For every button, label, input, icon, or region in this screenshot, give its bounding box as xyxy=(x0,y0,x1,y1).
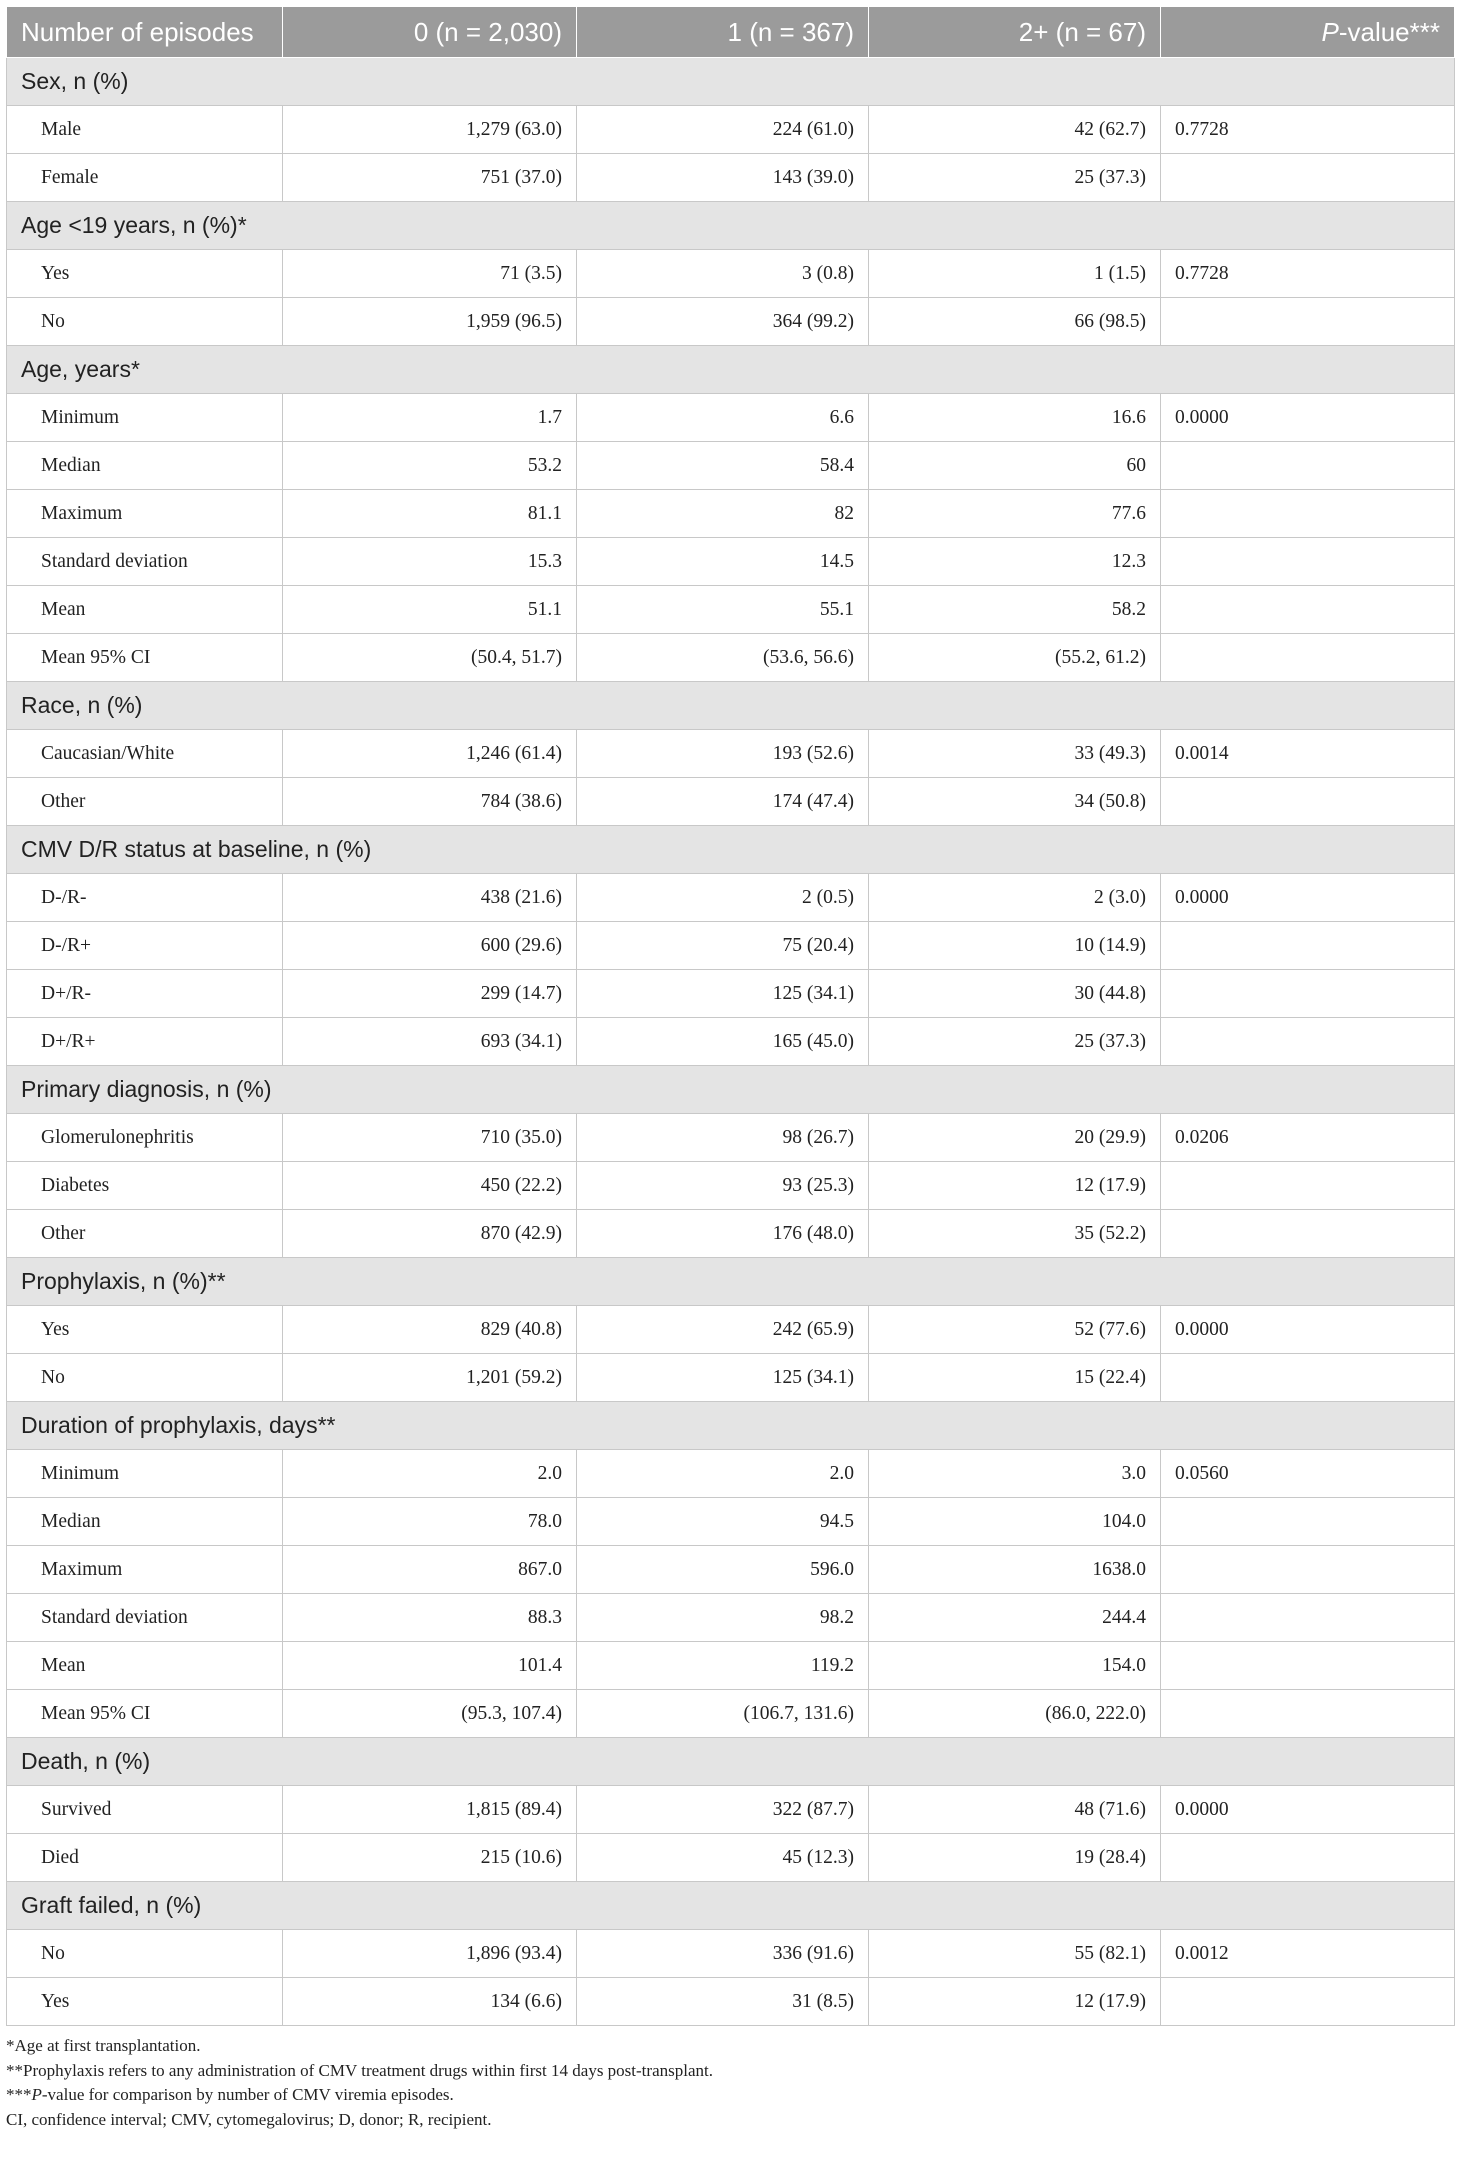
table-row xyxy=(7,1354,1455,1402)
value-one: 193 (52.6) xyxy=(577,730,869,778)
section-title: Duration of prophylaxis, days** xyxy=(7,1402,1455,1450)
row-label: Other xyxy=(7,778,283,826)
value-zero: 1,279 (63.0) xyxy=(283,106,577,154)
value-two-plus: 34 (50.8) xyxy=(869,778,1161,826)
row-label: Maximum xyxy=(7,1546,283,1594)
value-zero: 78.0 xyxy=(283,1498,577,1546)
table-row xyxy=(7,730,1455,778)
row-label: No xyxy=(7,1354,283,1402)
p-value xyxy=(1161,442,1455,490)
value-one: 336 (91.6) xyxy=(577,1930,869,1978)
p-value xyxy=(1161,1546,1455,1594)
value-zero: 1,959 (96.5) xyxy=(283,298,577,346)
section-title: Primary diagnosis, n (%) xyxy=(7,1066,1455,1114)
value-two-plus: 104.0 xyxy=(869,1498,1161,1546)
row-label: Median xyxy=(7,442,283,490)
header-row xyxy=(7,7,1455,58)
table-row xyxy=(7,1018,1455,1066)
p-value xyxy=(1161,1498,1455,1546)
value-zero: 1.7 xyxy=(283,394,577,442)
section-header-row xyxy=(7,682,1455,730)
row-label: Female xyxy=(7,154,283,202)
value-zero: 53.2 xyxy=(283,442,577,490)
row-label: Other xyxy=(7,1210,283,1258)
p-value xyxy=(1161,1978,1455,2026)
row-label: Mean xyxy=(7,1642,283,1690)
value-one: (53.6, 56.6) xyxy=(577,634,869,682)
p-value xyxy=(1161,1642,1455,1690)
row-label: Standard deviation xyxy=(7,538,283,586)
row-label: Standard deviation xyxy=(7,1594,283,1642)
table-row xyxy=(7,1834,1455,1882)
value-zero: 450 (22.2) xyxy=(283,1162,577,1210)
p-value xyxy=(1161,538,1455,586)
cmv-episodes-table xyxy=(6,6,1455,2026)
value-zero: 1,896 (93.4) xyxy=(283,1930,577,1978)
value-one: 58.4 xyxy=(577,442,869,490)
header-two-plus: 2+ (n = 67) xyxy=(869,7,1161,58)
value-one: 98 (26.7) xyxy=(577,1114,869,1162)
value-two-plus: 16.6 xyxy=(869,394,1161,442)
table-row xyxy=(7,1594,1455,1642)
value-two-plus: 12 (17.9) xyxy=(869,1978,1161,2026)
value-one: 75 (20.4) xyxy=(577,922,869,970)
table-row xyxy=(7,298,1455,346)
value-two-plus: 55 (82.1) xyxy=(869,1930,1161,1978)
value-two-plus: 25 (37.3) xyxy=(869,154,1161,202)
section-title: Death, n (%) xyxy=(7,1738,1455,1786)
value-one: 82 xyxy=(577,490,869,538)
value-one: 174 (47.4) xyxy=(577,778,869,826)
section-title: Graft failed, n (%) xyxy=(7,1882,1455,1930)
value-zero: (95.3, 107.4) xyxy=(283,1690,577,1738)
value-one: 93 (25.3) xyxy=(577,1162,869,1210)
value-two-plus: 42 (62.7) xyxy=(869,106,1161,154)
row-label: Male xyxy=(7,106,283,154)
p-value xyxy=(1161,490,1455,538)
value-one: (106.7, 131.6) xyxy=(577,1690,869,1738)
value-zero: 1,246 (61.4) xyxy=(283,730,577,778)
table-row xyxy=(7,1978,1455,2026)
footnote: CI, confidence interval; CMV, cytomegalovirus; D, donor; R, recipient. xyxy=(6,2109,492,2129)
row-label: Yes xyxy=(7,1978,283,2026)
table-row xyxy=(7,1306,1455,1354)
p-value xyxy=(1161,586,1455,634)
value-two-plus: 12 (17.9) xyxy=(869,1162,1161,1210)
value-two-plus: 154.0 xyxy=(869,1642,1161,1690)
p-value xyxy=(1161,154,1455,202)
p-value xyxy=(1161,1354,1455,1402)
value-one: 125 (34.1) xyxy=(577,1354,869,1402)
table-row xyxy=(7,1498,1455,1546)
row-label: Maximum xyxy=(7,490,283,538)
section-title: Race, n (%) xyxy=(7,682,1455,730)
row-label: Died xyxy=(7,1834,283,1882)
value-zero: 829 (40.8) xyxy=(283,1306,577,1354)
table-row xyxy=(7,970,1455,1018)
p-value xyxy=(1161,1018,1455,1066)
value-one: 364 (99.2) xyxy=(577,298,869,346)
section-header-row xyxy=(7,58,1455,106)
value-one: 143 (39.0) xyxy=(577,154,869,202)
row-label: No xyxy=(7,298,283,346)
value-two-plus: 66 (98.5) xyxy=(869,298,1161,346)
value-two-plus: 25 (37.3) xyxy=(869,1018,1161,1066)
section-title: Sex, n (%) xyxy=(7,58,1455,106)
value-two-plus: 3.0 xyxy=(869,1450,1161,1498)
value-two-plus: (55.2, 61.2) xyxy=(869,634,1161,682)
row-label: Minimum xyxy=(7,1450,283,1498)
value-two-plus: 60 xyxy=(869,442,1161,490)
footnote: *Age at first transplantation. xyxy=(6,2036,201,2055)
p-value xyxy=(1161,298,1455,346)
value-two-plus: 1638.0 xyxy=(869,1546,1161,1594)
value-two-plus: 19 (28.4) xyxy=(869,1834,1161,1882)
section-header-row xyxy=(7,826,1455,874)
row-label: D-/R- xyxy=(7,874,283,922)
row-label: Minimum xyxy=(7,394,283,442)
table-row xyxy=(7,922,1455,970)
p-value xyxy=(1161,1594,1455,1642)
value-one: 98.2 xyxy=(577,1594,869,1642)
section-title: Prophylaxis, n (%)** xyxy=(7,1258,1455,1306)
value-two-plus: 30 (44.8) xyxy=(869,970,1161,1018)
table-row xyxy=(7,1642,1455,1690)
table-row xyxy=(7,634,1455,682)
row-label: D-/R+ xyxy=(7,922,283,970)
row-label: Mean 95% CI xyxy=(7,1690,283,1738)
row-label: D+/R+ xyxy=(7,1018,283,1066)
value-zero: 867.0 xyxy=(283,1546,577,1594)
value-one: 165 (45.0) xyxy=(577,1018,869,1066)
value-zero: 1,815 (89.4) xyxy=(283,1786,577,1834)
table-row xyxy=(7,586,1455,634)
value-one: 176 (48.0) xyxy=(577,1210,869,1258)
table-row xyxy=(7,394,1455,442)
value-zero: 693 (34.1) xyxy=(283,1018,577,1066)
value-zero: 51.1 xyxy=(283,586,577,634)
value-two-plus: 10 (14.9) xyxy=(869,922,1161,970)
value-two-plus: 77.6 xyxy=(869,490,1161,538)
p-value xyxy=(1161,778,1455,826)
value-one: 3 (0.8) xyxy=(577,250,869,298)
table-body xyxy=(7,58,1455,2026)
value-two-plus: 2 (3.0) xyxy=(869,874,1161,922)
value-zero: 101.4 xyxy=(283,1642,577,1690)
row-label: D+/R- xyxy=(7,970,283,1018)
value-one: 596.0 xyxy=(577,1546,869,1594)
value-two-plus: 33 (49.3) xyxy=(869,730,1161,778)
p-value: 0.0560 xyxy=(1161,1450,1455,1498)
row-label: Yes xyxy=(7,250,283,298)
p-value xyxy=(1161,1690,1455,1738)
header-p-value: P-value*** xyxy=(1161,7,1455,58)
table-row xyxy=(7,538,1455,586)
value-one: 45 (12.3) xyxy=(577,1834,869,1882)
header-zero: 0 (n = 2,030) xyxy=(283,7,577,58)
value-zero: 88.3 xyxy=(283,1594,577,1642)
value-one: 6.6 xyxy=(577,394,869,442)
table-row xyxy=(7,1930,1455,1978)
value-two-plus: 20 (29.9) xyxy=(869,1114,1161,1162)
section-header-row xyxy=(7,1738,1455,1786)
value-zero: 15.3 xyxy=(283,538,577,586)
value-one: 94.5 xyxy=(577,1498,869,1546)
value-zero: 438 (21.6) xyxy=(283,874,577,922)
value-zero: 870 (42.9) xyxy=(283,1210,577,1258)
value-two-plus: 12.3 xyxy=(869,538,1161,586)
row-label: Survived xyxy=(7,1786,283,1834)
value-one: 55.1 xyxy=(577,586,869,634)
table-row xyxy=(7,490,1455,538)
p-value: 0.0206 xyxy=(1161,1114,1455,1162)
table-row xyxy=(7,874,1455,922)
value-two-plus: 244.4 xyxy=(869,1594,1161,1642)
footnotes xyxy=(6,2034,1454,2132)
value-one: 31 (8.5) xyxy=(577,1978,869,2026)
table-row xyxy=(7,1210,1455,1258)
p-value: 0.0000 xyxy=(1161,1306,1455,1354)
section-header-row xyxy=(7,202,1455,250)
section-header-row xyxy=(7,1402,1455,1450)
value-two-plus: 15 (22.4) xyxy=(869,1354,1161,1402)
value-zero: 134 (6.6) xyxy=(283,1978,577,2026)
table-row xyxy=(7,154,1455,202)
value-zero: (50.4, 51.7) xyxy=(283,634,577,682)
row-label: Median xyxy=(7,1498,283,1546)
p-value: 0.0014 xyxy=(1161,730,1455,778)
p-value: 0.0012 xyxy=(1161,1930,1455,1978)
value-one: 125 (34.1) xyxy=(577,970,869,1018)
table-row xyxy=(7,250,1455,298)
value-one: 119.2 xyxy=(577,1642,869,1690)
value-two-plus: 58.2 xyxy=(869,586,1161,634)
table-row xyxy=(7,106,1455,154)
table-row xyxy=(7,1114,1455,1162)
p-value xyxy=(1161,634,1455,682)
table-row xyxy=(7,1786,1455,1834)
p-value: 0.0000 xyxy=(1161,874,1455,922)
row-label: Mean xyxy=(7,586,283,634)
value-one: 14.5 xyxy=(577,538,869,586)
value-zero: 81.1 xyxy=(283,490,577,538)
row-label: No xyxy=(7,1930,283,1978)
section-title: Age, years* xyxy=(7,346,1455,394)
section-header-row xyxy=(7,1066,1455,1114)
p-value xyxy=(1161,1834,1455,1882)
section-title: Age <19 years, n (%)* xyxy=(7,202,1455,250)
value-two-plus: 35 (52.2) xyxy=(869,1210,1161,1258)
p-value xyxy=(1161,1210,1455,1258)
value-zero: 710 (35.0) xyxy=(283,1114,577,1162)
value-zero: 751 (37.0) xyxy=(283,154,577,202)
section-title: CMV D/R status at baseline, n (%) xyxy=(7,826,1455,874)
row-label: Glomerulonephritis xyxy=(7,1114,283,1162)
value-one: 242 (65.9) xyxy=(577,1306,869,1354)
value-one: 224 (61.0) xyxy=(577,106,869,154)
p-value xyxy=(1161,922,1455,970)
value-two-plus: 1 (1.5) xyxy=(869,250,1161,298)
row-label: Yes xyxy=(7,1306,283,1354)
value-zero: 71 (3.5) xyxy=(283,250,577,298)
row-label: Mean 95% CI xyxy=(7,634,283,682)
section-header-row xyxy=(7,346,1455,394)
row-label: Diabetes xyxy=(7,1162,283,1210)
header-one: 1 (n = 367) xyxy=(577,7,869,58)
value-zero: 215 (10.6) xyxy=(283,1834,577,1882)
value-one: 322 (87.7) xyxy=(577,1786,869,1834)
table-row xyxy=(7,1450,1455,1498)
value-zero: 1,201 (59.2) xyxy=(283,1354,577,1402)
section-header-row xyxy=(7,1882,1455,1930)
value-zero: 299 (14.7) xyxy=(283,970,577,1018)
table-row xyxy=(7,1546,1455,1594)
value-zero: 600 (29.6) xyxy=(283,922,577,970)
header-episodes: Number of episodes xyxy=(7,7,283,58)
row-label: Caucasian/White xyxy=(7,730,283,778)
p-value: 0.0000 xyxy=(1161,394,1455,442)
value-one: 2.0 xyxy=(577,1450,869,1498)
section-header-row xyxy=(7,1258,1455,1306)
value-two-plus: (86.0, 222.0) xyxy=(869,1690,1161,1738)
p-value: 0.7728 xyxy=(1161,250,1455,298)
table-row xyxy=(7,778,1455,826)
p-value xyxy=(1161,970,1455,1018)
table-row xyxy=(7,1690,1455,1738)
table-row xyxy=(7,442,1455,490)
p-value xyxy=(1161,1162,1455,1210)
value-two-plus: 48 (71.6) xyxy=(869,1786,1161,1834)
p-value: 0.0000 xyxy=(1161,1786,1455,1834)
value-zero: 784 (38.6) xyxy=(283,778,577,826)
table-row xyxy=(7,1162,1455,1210)
footnote: ***P-value for comparison by number of CMV viremia episodes. xyxy=(6,2085,454,2104)
table-container xyxy=(6,6,1454,2132)
p-value: 0.7728 xyxy=(1161,106,1455,154)
value-zero: 2.0 xyxy=(283,1450,577,1498)
footnote: **Prophylaxis refers to any administration of CMV treatment drugs within first 14 days post-transplant. xyxy=(6,2060,713,2080)
value-one: 2 (0.5) xyxy=(577,874,869,922)
value-two-plus: 52 (77.6) xyxy=(869,1306,1161,1354)
